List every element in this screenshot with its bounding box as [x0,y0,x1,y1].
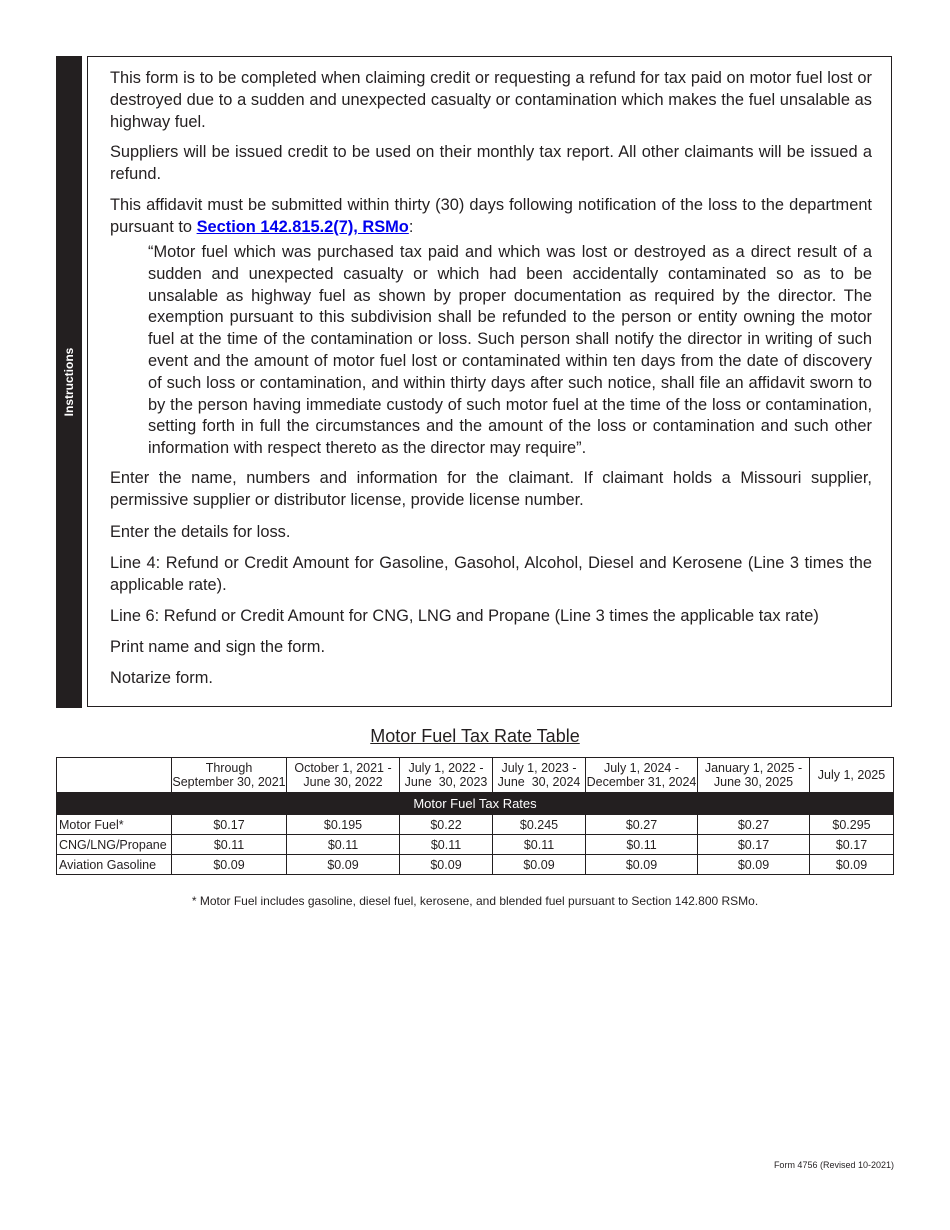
rate-table [56,757,894,875]
header-empty-cell [57,758,172,793]
rate-cell: $0.09 [493,855,586,875]
table-row [57,855,894,875]
row-label: CNG/LNG/Propane [57,835,172,855]
instruction-paragraph: Enter the name, numbers and information for the claimant. If claimant holds a Missouri supplier, permissive supplier or distributor license, provide license number. [110,469,872,509]
row-label: Motor Fuel* [57,815,172,835]
rate-cell: $0.195 [287,815,400,835]
rate-cell: $0.245 [493,815,586,835]
footnote: * Motor Fuel includes gasoline, diesel fuel, kerosene, and blended fuel pursuant to Section 142.800 RSMo. [191,894,759,908]
rate-cell: $0.11 [493,835,586,855]
rate-cell: $0.09 [400,855,493,875]
rate-cell: $0.17 [172,815,287,835]
affidavit-colon: : [408,217,414,236]
period-header: July 1, 2022 - June 30, 2023 [400,758,493,793]
instruction-paragraph: Line 6: Refund or Credit Amount for CNG, LNG and Propane (Line 3 times the applicable tax rate) [110,607,819,625]
period-header: Through September 30, 2021 [172,758,287,793]
period-header: January 1, 2025 - June 30, 2025 [698,758,810,793]
rate-band-label: Motor Fuel Tax Rates [57,793,894,815]
instruction-paragraph: Print name and sign the form. [110,638,326,656]
rate-cell: $0.295 [810,815,894,835]
rate-cell: $0.22 [400,815,493,835]
rate-cell: $0.11 [172,835,287,855]
table-row [57,815,894,835]
period-header: October 1, 2021 - June 30, 2022 [287,758,400,793]
rate-cell: $0.09 [172,855,287,875]
row-label: Aviation Gasoline [57,855,172,875]
instruction-paragraph: Line 4: Refund or Credit Amount for Gasoline, Gasohol, Alcohol, Diesel and Kerosene (Line 3 times the applicable rate). [110,554,872,594]
sidebar-label: Instructions [62,347,76,417]
instruction-paragraph: Enter the details for loss. [110,523,291,541]
rate-cell: $0.11 [586,835,698,855]
rate-cell: $0.17 [698,835,810,855]
rate-cell: $0.11 [400,835,493,855]
affidavit-text: This affidavit must be submitted within thirty (30) days following notification of the loss to the department pursuant to [110,196,872,236]
form-id: Form 4756 (Revised 10-2021) [773,1160,894,1170]
rate-table-title: Motor Fuel Tax Rate Table [370,726,580,746]
statute-quote: “Motor fuel which was purchased tax paid and which was lost or destroyed as a direct result of a sudden and unexpected casualty or which had been accidentally contaminated so as to be unsalable as highway fuel as shown by proper documentation as required by the director. The exemption pursuant to this subdivision shall be refunded to the person or entity owning the motor fuel at the time of the contamination or loss. Such person shall notify the director in writing of such event and the amount of motor fuel lost or contaminated within ten days from the date of discovery of such loss or contamination, and within thirty days after such notice, shall file an affidavit sworn to by the person having immediate custody of such motor fuel at the time of the loss or contamination, setting forth in full the circumstances and the amount of the loss or contamination and such other information with respect thereto as the director may require”. [148,243,872,458]
rate-cell: $0.17 [810,835,894,855]
rate-cell: $0.09 [287,855,400,875]
instruction-paragraph: Suppliers will be issued credit to be used on their monthly tax report. All other claimants will be issued a refund. [110,143,872,183]
instruction-paragraph: This form is to be completed when claiming credit or requesting a refund for tax paid on motor fuel lost or destroyed due to a sudden and unexpected casualty or contamination which makes the fuel unsalable as highway fuel. [110,69,872,131]
rate-cell: $0.27 [698,815,810,835]
rate-cell: $0.09 [698,855,810,875]
table-row [57,835,894,855]
rate-cell: $0.09 [586,855,698,875]
rate-cell: $0.27 [586,815,698,835]
rate-cell: $0.11 [287,835,400,855]
instruction-paragraph: Notarize form. [110,669,213,687]
section-link[interactable]: Section 142.815.2(7), RSMo [196,217,409,236]
instruction-paragraph [110,195,872,239]
period-header: July 1, 2023 - June 30, 2024 [493,758,586,793]
period-header: July 1, 2025 [810,758,894,793]
rate-cell: $0.09 [810,855,894,875]
period-header: July 1, 2024 - December 31, 2024 [586,758,698,793]
instructions-box [87,56,892,707]
